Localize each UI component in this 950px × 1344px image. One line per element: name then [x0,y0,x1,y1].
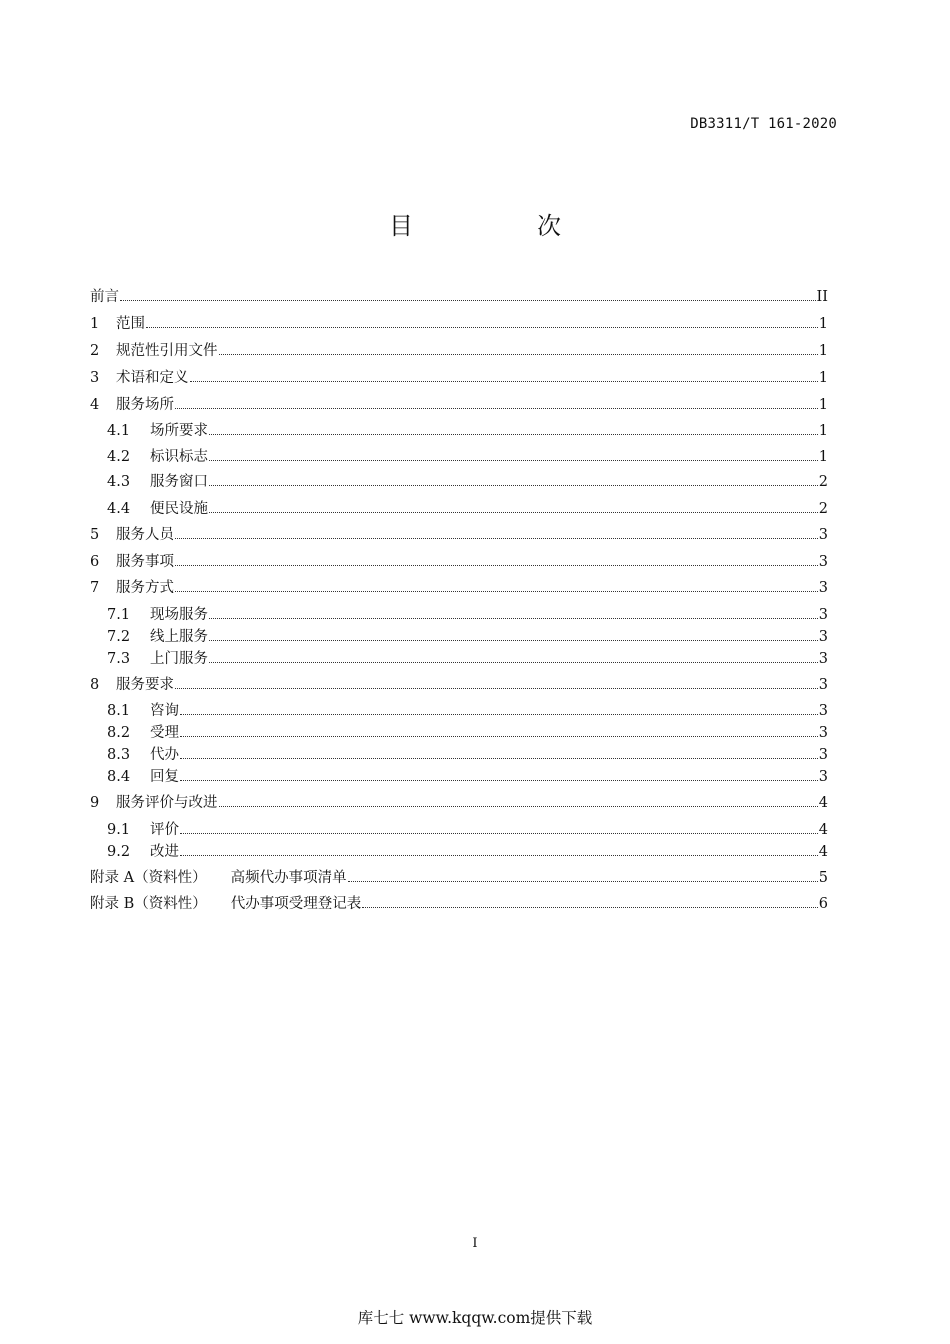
toc-entry-4-3[interactable] [107,469,828,491]
toc-entry-number: 9 [90,795,100,811]
toc-entry-page: 3 [818,747,828,763]
dot-leader [180,779,818,781]
toc-entry-label: 服务场所 [116,397,174,413]
toc-entry-label: 上门服务 [150,651,208,667]
toc-entry-label: 标识标志 [150,449,208,465]
toc-entry-label: 服务窗口 [150,474,208,490]
toc-entry-5[interactable] [90,522,828,544]
dot-leader [209,459,818,461]
dot-leader [348,880,818,882]
toc-entry-page: II [816,289,828,305]
toc-entry-label: 服务评价与改进 [116,795,218,811]
toc-entry-page: 3 [818,527,828,543]
toc-entry-number: 6 [90,554,100,570]
toc-entry-number: 8.3 [107,747,131,763]
toc-entry-8-4[interactable] [107,764,828,786]
toc-entry-label: 代办 [150,747,179,763]
toc-entry-label: 服务人员 [116,527,174,543]
toc-entry-3[interactable] [90,365,828,387]
toc-entry-page: 4 [818,844,828,860]
toc-entry-number: 5 [90,527,100,543]
toc-entry-label: 回复 [150,769,179,785]
toc-entry-number: 4.4 [107,501,131,517]
dot-leader [146,326,818,328]
dot-leader [180,735,818,737]
toc-entry-page: 3 [818,725,828,741]
toc-entry-page: 3 [818,629,828,645]
dot-leader [362,906,818,908]
toc-entry-foreword[interactable] [90,284,828,306]
toc-entry-page: 1 [818,343,828,359]
toc-entry-number: 1 [90,316,100,332]
toc-entry-page: 1 [818,397,828,413]
toc-entry-8-1[interactable] [107,698,828,720]
toc-entry-number: 9.1 [107,822,131,838]
appendix-prefix: 附录 A（资料性） [90,870,207,886]
toc-entry-label: 服务事项 [116,554,174,570]
toc-entry-label: 改进 [150,844,179,860]
toc-entry-number: 9.2 [107,844,131,860]
toc-entry-number: 7.2 [107,629,131,645]
toc-entry-label: 场所要求 [150,423,208,439]
toc-entry-page: 2 [818,501,828,517]
toc-entry-label: 咨询 [150,703,179,719]
toc-entry-number: 8.4 [107,769,131,785]
toc-entry-4-4[interactable] [107,496,828,518]
toc-entry-label: 高频代办事项清单 [230,870,347,886]
toc-entry-page: 3 [818,677,828,693]
toc-entry-label: 线上服务 [150,629,208,645]
toc-entry-page: 4 [818,795,828,811]
toc-entry-7-3[interactable] [107,646,828,668]
toc-entry-label: 受理 [150,725,179,741]
toc-entry-page: 1 [818,370,828,386]
dot-leader [175,537,818,539]
standard-code: DB3311/T 161-2020 [690,116,837,132]
dot-leader [219,353,818,355]
toc-entry-4-1[interactable] [107,418,828,440]
toc-entry-8[interactable] [90,672,828,694]
toc-entry-label: 服务要求 [116,677,174,693]
toc-entry-appendix-b[interactable] [90,891,828,913]
toc-entry-number: 4 [90,397,100,413]
toc-entry-page: 3 [818,769,828,785]
toc-entry-number: 7 [90,580,100,596]
toc-entry-label: 便民设施 [150,501,208,517]
toc-entry-page: 6 [818,896,828,912]
toc-entry-label: 现场服务 [150,607,208,623]
dot-leader [209,661,818,663]
toc-entry-page: 3 [818,554,828,570]
toc-entry-number: 8 [90,677,100,693]
toc-entry-7-1[interactable] [107,602,828,624]
dot-leader [219,805,818,807]
page-number: I [472,1236,478,1251]
download-watermark: 库七七 www.kqqw.com提供下载 [357,1309,593,1327]
toc-entry-8-2[interactable] [107,720,828,742]
dot-leader [209,639,818,641]
toc-entry-page: 3 [818,607,828,623]
toc-entry-label: 规范性引用文件 [116,343,218,359]
toc-entry-8-3[interactable] [107,742,828,764]
dot-leader [175,590,818,592]
toc-entry-label: 范围 [116,316,145,332]
toc-entry-page: 1 [818,449,828,465]
toc-entry-7-2[interactable] [107,624,828,646]
toc-entry-9-1[interactable] [107,817,828,839]
toc-entry-1[interactable] [90,311,828,333]
toc-entry-number: 2 [90,343,100,359]
toc-entry-label: 评价 [150,822,179,838]
dot-leader [175,407,818,409]
dot-leader [209,433,818,435]
dot-leader [180,854,818,856]
toc-entry-appendix-a[interactable] [90,865,828,887]
toc-entry-page: 4 [818,822,828,838]
toc-entry-page: 2 [818,474,828,490]
dot-leader [190,380,818,382]
dot-leader [175,564,818,566]
toc-entry-page: 1 [818,316,828,332]
dot-leader [180,757,818,759]
toc-entry-page: 3 [818,651,828,667]
toc-entry-4-2[interactable] [107,444,828,466]
toc-entry-number: 7.3 [107,651,131,667]
toc-entry-number: 3 [90,370,100,386]
toc-entry-9-2[interactable] [107,839,828,861]
toc-entry-page: 3 [818,703,828,719]
toc-entry-page: 1 [818,423,828,439]
toc-entry-number: 7.1 [107,607,131,623]
dot-leader [209,617,818,619]
toc-entry-label: 前言 [90,289,119,305]
toc-entry-label: 服务方式 [116,580,174,596]
toc-entry-number: 8.1 [107,703,131,719]
dot-leader [180,713,818,715]
toc-entry-page: 5 [818,870,828,886]
dot-leader [209,511,818,513]
toc-entry-9[interactable] [90,790,828,812]
toc-entry-2[interactable] [90,338,828,360]
toc-entry-number: 4.2 [107,449,131,465]
toc-entry-number: 8.2 [107,725,131,741]
toc-title: 目 次 [389,212,611,240]
toc-entry-number: 4.1 [107,423,131,439]
toc-entry-7[interactable] [90,575,828,597]
toc-entry-label: 术语和定义 [116,370,189,386]
dot-leader [175,687,818,689]
dot-leader [180,832,818,834]
toc-entry-label: 代办事项受理登记表 [230,896,362,912]
dot-leader [209,484,818,486]
toc-entry-6[interactable] [90,549,828,571]
toc-entry-number: 4.3 [107,474,131,490]
toc-entry-page: 3 [818,580,828,596]
toc-entry-4[interactable] [90,392,828,414]
dot-leader [120,299,816,301]
appendix-prefix: 附录 B（资料性） [90,896,207,912]
